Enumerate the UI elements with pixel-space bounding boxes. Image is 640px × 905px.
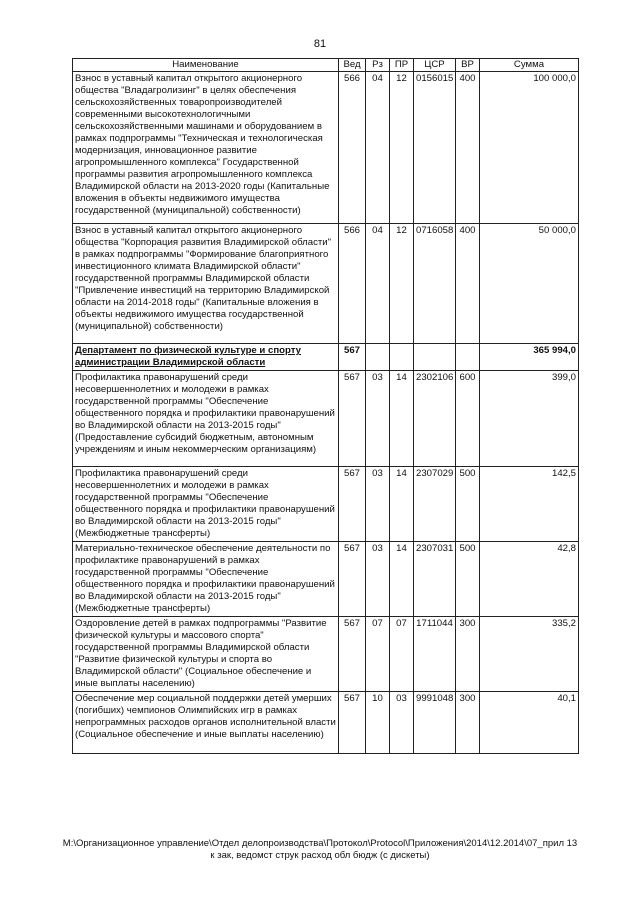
row-sum: 399,0 — [480, 371, 579, 467]
table-header-row — [73, 59, 579, 72]
row-ved: 567 — [339, 692, 366, 754]
table-row — [73, 692, 579, 754]
row-csr: 2302106 — [414, 371, 456, 467]
row-pr: 14 — [390, 467, 414, 542]
table-row — [73, 467, 579, 542]
row-name: Оздоровление детей в рамках подпрограммы "Развитие физической культуры и массового спорта" государственной программы Владимирской области "Развитие физической культуры и спорта во Владимирской области" (Социальное обеспечение и иные выплаты населению) — [73, 617, 339, 692]
row-sum: 142,5 — [480, 467, 579, 542]
row-rz — [366, 344, 390, 371]
table-row — [73, 224, 579, 344]
row-pr: 03 — [390, 692, 414, 754]
budget-table — [72, 58, 579, 754]
row-rz: 10 — [366, 692, 390, 754]
row-csr: 0716058 — [414, 224, 456, 344]
row-csr: 2307029 — [414, 467, 456, 542]
row-ved: 567 — [339, 344, 366, 371]
row-pr: 12 — [390, 224, 414, 344]
header-name: Наименование — [73, 59, 339, 72]
table-row-department — [73, 344, 579, 371]
row-ved: 567 — [339, 542, 366, 617]
row-csr: 0156015 — [414, 72, 456, 224]
row-pr: 12 — [390, 72, 414, 224]
table-row — [73, 617, 579, 692]
row-vr: 600 — [456, 371, 480, 467]
row-vr: 400 — [456, 224, 480, 344]
row-csr — [414, 344, 456, 371]
header-vr: ВР — [456, 59, 480, 72]
header-rz: Рз — [366, 59, 390, 72]
row-sum: 50 000,0 — [480, 224, 579, 344]
footer-path-line: M:\Организационное управление\Отдел делопроизводства\Протокол\Protocol\Приложения\2014\12.2014\07_прил 13 — [62, 838, 578, 849]
file-path-footer — [30, 838, 610, 862]
table-row — [73, 542, 579, 617]
department-sum: 365 994,0 — [480, 344, 579, 371]
row-ved: 567 — [339, 467, 366, 542]
row-rz: 04 — [366, 72, 390, 224]
row-ved: 567 — [339, 371, 366, 467]
header-sum: Сумма — [480, 59, 579, 72]
header-pr: ПР — [390, 59, 414, 72]
row-csr: 2307031 — [414, 542, 456, 617]
row-rz: 03 — [366, 542, 390, 617]
row-pr: 14 — [390, 542, 414, 617]
row-pr: 14 — [390, 371, 414, 467]
row-ved: 566 — [339, 224, 366, 344]
row-sum: 335,2 — [480, 617, 579, 692]
row-vr: 300 — [456, 692, 480, 754]
row-csr: 9991048 — [414, 692, 456, 754]
row-rz: 07 — [366, 617, 390, 692]
row-name: Взнос в уставный капитал открытого акционерного общества "Владагролизинг" в целях обеспечения сельскохозяйственных товаропроизводителей современными высокотехнологичными сельскохозяйственными машинами и оборудованием в рамках подпрограммы "Техническая и технологическая модернизация, инновационное развитие агропромышленного комплекса" Государственной программы развития агропромышленного комплекса Владимирской области на 2013-2020 годы (Капитальные вложения в объекты недвижимого имущества государственной (муниципальной) собственности) — [73, 72, 339, 224]
row-vr: 500 — [456, 542, 480, 617]
page-number: 81 — [313, 38, 327, 50]
row-ved: 566 — [339, 72, 366, 224]
row-sum: 42,8 — [480, 542, 579, 617]
row-vr: 500 — [456, 467, 480, 542]
row-sum: 40,1 — [480, 692, 579, 754]
table-row — [73, 371, 579, 467]
row-vr: 300 — [456, 617, 480, 692]
row-ved: 567 — [339, 617, 366, 692]
row-name: Обеспечение мер социальной поддержки детей умерших (погибших) чемпионов Олимпийских игр в рамках непрограммных расходов органов исполнительной власти (Социальное обеспечение и иные выплаты населению) — [73, 692, 339, 754]
header-csr: ЦСР — [414, 59, 456, 72]
row-pr: 07 — [390, 617, 414, 692]
row-pr — [390, 344, 414, 371]
row-csr: 1711044 — [414, 617, 456, 692]
row-rz: 03 — [366, 467, 390, 542]
row-name: Профилактика правонарушений среди несовершеннолетних и молодежи в рамках государственной программы "Обеспечение общественного порядка и профилактики правонарушений во Владимирской области на 2013-2015 годы" (Межбюджетные трансферты) — [73, 467, 339, 542]
row-sum: 100 000,0 — [480, 72, 579, 224]
row-rz: 04 — [366, 224, 390, 344]
department-name: Департамент по физической культуре и спорту администрации Владимирской области — [73, 344, 339, 371]
table-row — [73, 72, 579, 224]
row-name: Взнос в уставный капитал открытого акционерного общества "Корпорация развития Владимирской области" в рамках подпрограммы "Формирование благоприятного инвестиционного климата Владимирской области" государственной программы Владимирской области "Привлечение инвестиций на территорию Владимирской области на 2014-2018 годы" (Капитальные вложения в объекты недвижимого имущества государственной (муниципальной) собственности) — [73, 224, 339, 344]
footer-description-line: к зак, ведомст струк расход обл бюдж (с дискеты) — [210, 850, 430, 861]
row-vr: 400 — [456, 72, 480, 224]
row-vr — [456, 344, 480, 371]
row-name: Профилактика правонарушений среди несовершеннолетних и молодежи в рамках государственной программы "Обеспечение общественного порядка и профилактики правонарушений во Владимирской области на 2013-2015 годы" (Предоставление субсидий бюджетным, автономным учреждениям и иным некоммерческим организациям) — [73, 371, 339, 467]
row-name: Материально-техническое обеспечение деятельности по профилактике правонарушений в рамках государственной программы "Обеспечение общественного порядка и профилактики правонарушений во Владимирской области на 2013-2015 годы" (Межбюджетные трансферты) — [73, 542, 339, 617]
row-rz: 03 — [366, 371, 390, 467]
header-ved: Вед — [339, 59, 366, 72]
